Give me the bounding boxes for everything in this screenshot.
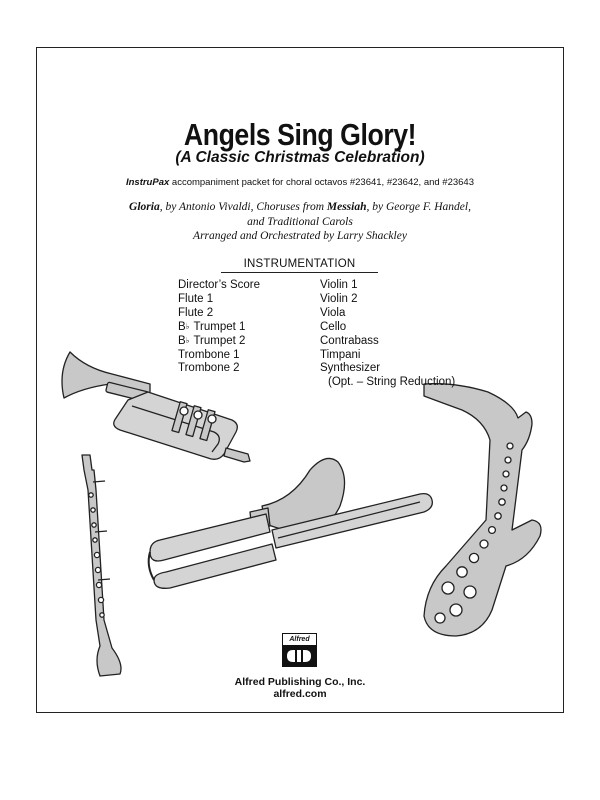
publisher xyxy=(0,676,600,700)
instrument-item: Trombone 1 xyxy=(178,348,240,361)
instrument-list-right xyxy=(320,279,455,390)
alfred-logo-mark xyxy=(283,646,316,666)
gloria-rest: , by Antonio Vivaldi, Choruses from xyxy=(159,201,327,213)
alfred-logo-glyph xyxy=(283,646,315,666)
instrument-name: Trumpet 1 xyxy=(190,320,246,333)
instrument-item: Timpani xyxy=(320,348,361,361)
instrument-item: Contrabass xyxy=(320,334,379,347)
credits-line-2: and Traditional Carols xyxy=(247,215,353,228)
alfred-logo-text: Alfred xyxy=(283,634,316,646)
instrument-item xyxy=(178,321,260,335)
clarinet-illustration xyxy=(82,455,121,676)
gloria-title: Gloria xyxy=(129,201,160,213)
page-subtitle: (A Classic Christmas Celebration) xyxy=(175,149,425,166)
messiah-title: Messiah xyxy=(326,201,367,213)
instrument-key: B xyxy=(178,334,186,347)
instrument-key: B xyxy=(178,320,186,333)
trombone-illustration xyxy=(149,458,433,588)
instrument-list-left xyxy=(178,279,260,376)
instrument-item: Violin 2 xyxy=(320,292,358,305)
flat-symbol: ♭ xyxy=(185,321,190,331)
instrument-item: Director’s Score xyxy=(178,279,261,291)
instrument-item: Viola xyxy=(320,306,346,319)
instrument-item: Flute 1 xyxy=(178,292,214,305)
instrument-item: Synthesizer xyxy=(320,362,381,375)
publisher-name: Alfred Publishing Co., Inc. xyxy=(234,676,366,688)
instrument-item xyxy=(178,335,260,349)
instrument-item: (Opt. – String Reduction) xyxy=(328,376,456,389)
packet-text: accompaniment packet for choral octavos #23641, #23642, and #23643 xyxy=(169,177,475,188)
alfred-logo xyxy=(282,633,317,667)
flat-symbol: ♭ xyxy=(185,335,190,345)
credits-line-3: Arranged and Orchestrated by Larry Shackley xyxy=(193,230,407,242)
publisher-url: alfred.com xyxy=(273,688,327,700)
page-title: Angels Sing Glory! xyxy=(183,117,417,152)
instrument-item: Cello xyxy=(320,320,347,333)
instrument-item: Violin 1 xyxy=(320,279,358,291)
instrument-item: Trombone 2 xyxy=(178,362,240,375)
instrument-name: Trumpet 2 xyxy=(190,334,246,347)
messiah-rest: , by George F. Handel, xyxy=(366,201,471,213)
saxophone-illustration xyxy=(424,384,541,636)
instrumentation-heading: INSTRUMENTATION xyxy=(243,258,356,270)
packet-brand: InstruPax xyxy=(125,177,170,188)
instrument-item: Flute 2 xyxy=(178,306,214,319)
